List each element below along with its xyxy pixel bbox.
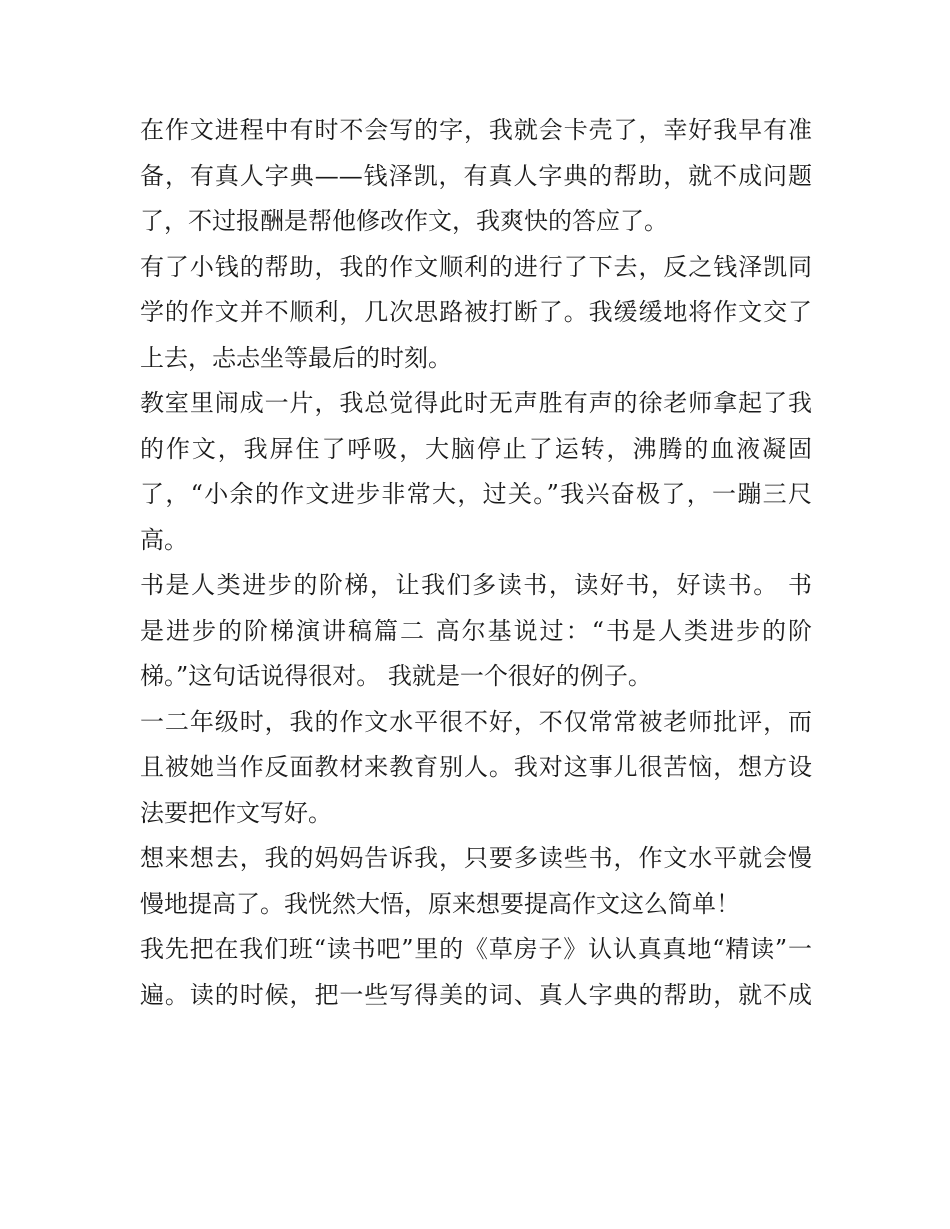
paragraph: [140, 927, 812, 1018]
paragraph: [140, 245, 812, 382]
text-line: 慢地提高了。我恍然大悟，原来想要提高作文这么简单！: [140, 889, 740, 918]
paragraph: [140, 563, 812, 700]
text-line: 上去，忐忐坐等最后的时刻。: [140, 343, 452, 372]
text-line: 梯。”这句话说得很对。 我就是一个很好的例子。: [140, 662, 652, 690]
text-line: 在作文进程中有时不会写的字，我就会卡壳了，幸好我早有准: [140, 116, 812, 144]
text-line: 的作文，我屏住了呼吸，大脑停止了运转，沸腾的血液凝固: [140, 434, 812, 463]
text-line: 了，“小余的作文进步非常大，过关。”我兴奋极了，一蹦三尺: [140, 480, 812, 508]
text-line: 想来想去，我的妈妈告诉我，只要多读些书，作文水平就会慢: [140, 844, 812, 872]
text-line: 且被她当作反面教材来教育别人。我对这事儿很苦恼，想方设: [140, 753, 812, 781]
text-line: 有了小钱的帮助，我的作文顺利的进行了下去，反之钱泽凯同: [140, 252, 812, 281]
paragraph: [140, 108, 812, 245]
paragraph: [140, 836, 812, 927]
text-line: 遍。读的时候，把一些写得美的词、真人字典的帮助，就不成: [140, 980, 812, 1009]
text-line: 了，不过报酬是帮他修改作文，我爽快的答应了。: [140, 207, 668, 235]
text-line: 高。: [140, 525, 188, 554]
text-line: 是进步的阶梯演讲稿篇二 高尔基说过：“书是人类进步的阶: [140, 616, 812, 645]
text-line: 学的作文并不顺利，几次思路被打断了。我缓缓地将作文交了: [140, 298, 812, 326]
document-body: [140, 108, 812, 1018]
text-line: 书是人类进步的阶梯，让我们多读书，读好书，好读书。 书: [140, 571, 812, 599]
paragraph: [140, 381, 812, 563]
paragraph: [140, 700, 812, 837]
text-line: 一二年级时，我的作文水平很不好，不仅常常被老师批评，而: [140, 707, 812, 736]
text-line: 法要把作文写好。: [140, 798, 332, 827]
text-line: 我先把在我们班“读书吧”里的《草房子》认认真真地“精读”一: [140, 935, 812, 963]
text-line: 教室里闹成一片，我总觉得此时无声胜有声的徐老师拿起了我: [140, 389, 812, 417]
text-line: 备，有真人字典——钱泽凯，有真人字典的帮助，就不成问题: [140, 161, 812, 190]
